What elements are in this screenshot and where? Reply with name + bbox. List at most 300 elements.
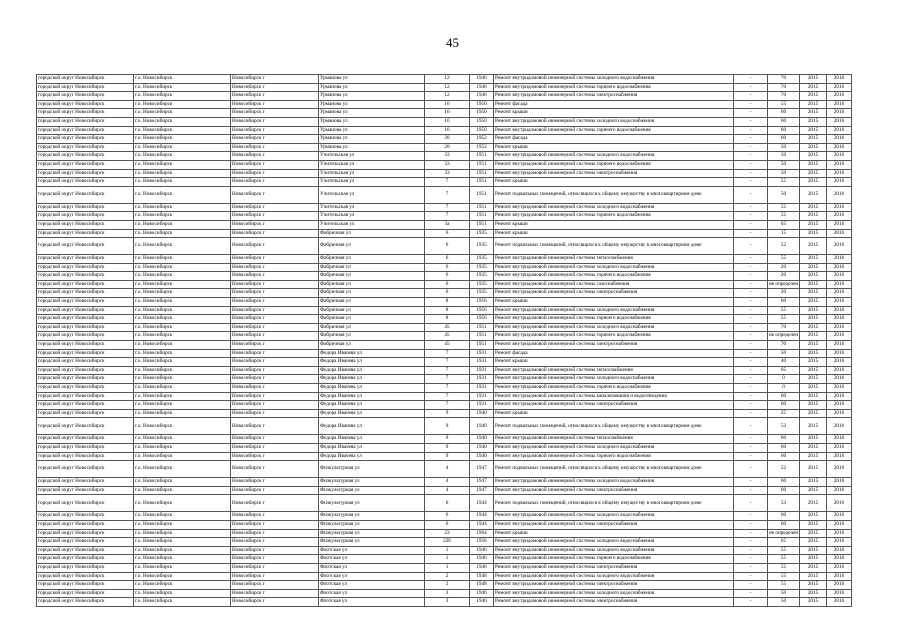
municipality-cell: городской округ Новосибирск — [37, 349, 134, 358]
house-number-cell: 7 — [425, 358, 470, 367]
dash-cell: - — [734, 272, 768, 281]
municipality-cell: городской округ Новосибирск — [37, 375, 134, 384]
city-cell: Новосибирск г — [231, 478, 319, 487]
work-type-cell: Ремонт внутридомовой инженерной системы холодного водоснабжения — [494, 263, 734, 272]
wear-percent-cell: 70 — [768, 83, 800, 92]
start-year-cell: 2015 — [800, 435, 827, 444]
wear-percent-cell: не определен — [768, 280, 800, 289]
year-built-cell: 1940 — [470, 452, 494, 461]
table-row — [37, 366, 852, 375]
district-cell: г.о. Новосибирск — [134, 581, 231, 590]
end-year-cell: 2016 — [827, 555, 852, 564]
house-number-cell: 16 — [425, 100, 470, 109]
table-row — [37, 512, 852, 521]
end-year-cell: 2016 — [827, 520, 852, 529]
start-year-cell: 2015 — [800, 92, 827, 101]
municipality-cell: городской округ Новосибирск — [37, 220, 134, 229]
year-built-cell: 1935 — [470, 255, 494, 264]
city-cell: Новосибирск г — [231, 117, 319, 126]
wear-percent-cell: 65 — [768, 366, 800, 375]
year-built-cell: 1946 — [470, 563, 494, 572]
work-type-cell: Ремонт крыши — [494, 143, 734, 152]
table-row — [37, 332, 852, 341]
street-cell: Федора Ивачева ул — [319, 452, 425, 461]
end-year-cell: 2016 — [827, 418, 852, 435]
municipality-cell: городской округ Новосибирск — [37, 160, 134, 169]
year-built-cell: 1951 — [470, 220, 494, 229]
municipality-cell: городской округ Новосибирск — [37, 323, 134, 332]
city-cell: Новосибирск г — [231, 392, 319, 401]
table-row — [37, 375, 852, 384]
table-row — [37, 546, 852, 555]
dash-cell: - — [734, 572, 768, 581]
street-cell: Федора Ивачева ул — [319, 349, 425, 358]
city-cell: Новосибирск г — [231, 409, 319, 418]
municipality-cell: городской округ Новосибирск — [37, 546, 134, 555]
table-row — [37, 409, 852, 418]
work-type-cell: Ремонт внутридомовой инженерной системы электроснабжения — [494, 341, 734, 350]
city-cell: Новосибирск г — [231, 546, 319, 555]
wear-percent-cell: 20 — [768, 289, 800, 298]
street-cell: Фабричная ул — [319, 298, 425, 307]
street-cell: Физкультурная ул — [319, 495, 425, 512]
dash-cell: - — [734, 555, 768, 564]
municipality-cell: городской округ Новосибирск — [37, 143, 134, 152]
street-cell: Фабричная ул — [319, 255, 425, 264]
district-cell: г.о. Новосибирск — [134, 349, 231, 358]
city-cell: Новосибирск г — [231, 203, 319, 212]
start-year-cell: 2015 — [800, 298, 827, 307]
house-number-cell: 33 — [425, 160, 470, 169]
work-type-cell: Ремонт внутридомовой инженерной системы электроснабжения — [494, 401, 734, 410]
city-cell: Новосибирск г — [231, 495, 319, 512]
house-number-cell: 45 — [425, 341, 470, 350]
work-type-cell: Ремонт подвальных помещений, относящихся к общему имуществу в многоквартирном доме — [494, 238, 734, 255]
house-number-cell: 7 — [425, 366, 470, 375]
district-cell: г.о. Новосибирск — [134, 495, 231, 512]
municipality-cell: городской округ Новосибирск — [37, 126, 134, 135]
work-type-cell: Ремонт внутридомовой инженерной системы холодного водоснабжения — [494, 75, 734, 84]
year-built-cell: 1946 — [470, 555, 494, 564]
start-year-cell: 2015 — [800, 83, 827, 92]
end-year-cell: 2016 — [827, 315, 852, 324]
wear-percent-cell: 60 — [768, 486, 800, 495]
house-number-cell: 7 — [425, 384, 470, 393]
table-row — [37, 92, 852, 101]
start-year-cell: 2015 — [800, 512, 827, 521]
district-cell: г.о. Новосибирск — [134, 435, 231, 444]
district-cell: г.о. Новосибирск — [134, 384, 231, 393]
wear-percent-cell: 65 — [768, 220, 800, 229]
end-year-cell: 2016 — [827, 358, 852, 367]
city-cell: Новосибирск г — [231, 306, 319, 315]
street-cell: Фабричная ул — [319, 229, 425, 238]
table-row — [37, 280, 852, 289]
municipality-cell: городской округ Новосибирск — [37, 135, 134, 144]
dash-cell: - — [734, 143, 768, 152]
work-type-cell: Ремонт крыши — [494, 529, 734, 538]
house-number-cell: 6 — [425, 238, 470, 255]
house-number-cell: 6 — [425, 263, 470, 272]
district-cell: г.о. Новосибирск — [134, 409, 231, 418]
wear-percent-cell: 55 — [768, 100, 800, 109]
city-cell: Новосибирск г — [231, 384, 319, 393]
street-cell: Учительская ул — [319, 212, 425, 221]
year-built-cell: 1951 — [470, 203, 494, 212]
dash-cell: - — [734, 520, 768, 529]
table-row — [37, 109, 852, 118]
municipality-cell: городской округ Новосибирск — [37, 384, 134, 393]
wear-percent-cell: 50 — [768, 598, 800, 607]
start-year-cell: 2015 — [800, 375, 827, 384]
work-type-cell: Ремонт внутридомовой инженерной системы электроснабжения — [494, 563, 734, 572]
year-built-cell: 1935 — [470, 272, 494, 281]
table-row — [37, 529, 852, 538]
city-cell: Новосибирск г — [231, 109, 319, 118]
table-row — [37, 401, 852, 410]
work-type-cell: Ремонт внутридомовой инженерной системы холодного водоснабжения — [494, 152, 734, 161]
street-cell: Фабричная ул — [319, 332, 425, 341]
end-year-cell: 2016 — [827, 306, 852, 315]
year-built-cell: 1940 — [470, 443, 494, 452]
end-year-cell: 2016 — [827, 212, 852, 221]
street-cell: Флотская ул — [319, 581, 425, 590]
end-year-cell: 2016 — [827, 598, 852, 607]
district-cell: г.о. Новосибирск — [134, 538, 231, 547]
municipality-cell: городской округ Новосибирск — [37, 169, 134, 178]
street-cell: Физкультурная ул — [319, 529, 425, 538]
start-year-cell: 2015 — [800, 263, 827, 272]
city-cell: Новосибирск г — [231, 186, 319, 203]
street-cell: Фабричная ул — [319, 238, 425, 255]
year-built-cell: 1948 — [470, 581, 494, 590]
work-type-cell: Ремонт внутридомовой инженерной системы теплоснабжения — [494, 435, 734, 444]
year-built-cell: 1951 — [470, 212, 494, 221]
year-built-cell: 1951 — [470, 341, 494, 350]
wear-percent-cell: 55 — [768, 255, 800, 264]
municipality-cell: городской округ Новосибирск — [37, 512, 134, 521]
district-cell: г.о. Новосибирск — [134, 323, 231, 332]
city-cell: Новосибирск г — [231, 323, 319, 332]
wear-percent-cell: 60 — [768, 478, 800, 487]
street-cell: Урманова ул — [319, 143, 425, 152]
municipality-cell: городской округ Новосибирск — [37, 563, 134, 572]
end-year-cell: 2016 — [827, 589, 852, 598]
year-built-cell: 1931 — [470, 349, 494, 358]
city-cell: Новосибирск г — [231, 341, 319, 350]
house-number-cell: 6 — [425, 495, 470, 512]
municipality-cell: городской округ Новосибирск — [37, 529, 134, 538]
district-cell: г.о. Новосибирск — [134, 392, 231, 401]
end-year-cell: 2016 — [827, 409, 852, 418]
house-number-cell: 9 — [425, 409, 470, 418]
district-cell: г.о. Новосибирск — [134, 555, 231, 564]
wear-percent-cell: 55 — [768, 581, 800, 590]
house-number-cell: 12 — [425, 75, 470, 84]
house-number-cell: 12 — [425, 83, 470, 92]
house-number-cell: 9 — [425, 435, 470, 444]
work-type-cell: Ремонт внутридомовой инженерной системы электроснабжения — [494, 92, 734, 101]
house-number-cell: 20 — [425, 135, 470, 144]
dash-cell: - — [734, 486, 768, 495]
table-row — [37, 478, 852, 487]
end-year-cell: 2016 — [827, 538, 852, 547]
municipality-cell: городской округ Новосибирск — [37, 341, 134, 350]
start-year-cell: 2015 — [800, 572, 827, 581]
dash-cell: - — [734, 409, 768, 418]
work-type-cell: Ремонт внутридомовой инженерной системы холодного водоснабжения — [494, 375, 734, 384]
city-cell: Новосибирск г — [231, 563, 319, 572]
year-built-cell: 1931 — [470, 392, 494, 401]
city-cell: Новосибирск г — [231, 238, 319, 255]
district-cell: г.о. Новосибирск — [134, 572, 231, 581]
street-cell: Урманова ул — [319, 75, 425, 84]
dash-cell: - — [734, 392, 768, 401]
street-cell: Федора Ивачева ул — [319, 418, 425, 435]
year-built-cell: 1946 — [470, 598, 494, 607]
start-year-cell: 2015 — [800, 117, 827, 126]
year-built-cell: 1946 — [470, 92, 494, 101]
district-cell: г.о. Новосибирск — [134, 255, 231, 264]
start-year-cell: 2015 — [800, 486, 827, 495]
table-row — [37, 555, 852, 564]
work-type-cell: Ремонт крыши — [494, 220, 734, 229]
street-cell: Учительская ул — [319, 178, 425, 187]
table-row — [37, 572, 852, 581]
table-row — [37, 135, 852, 144]
dash-cell: - — [734, 375, 768, 384]
district-cell: г.о. Новосибирск — [134, 289, 231, 298]
end-year-cell: 2016 — [827, 229, 852, 238]
page-number: 45 — [446, 35, 459, 50]
table-row — [37, 315, 852, 324]
end-year-cell: 2016 — [827, 486, 852, 495]
start-year-cell: 2015 — [800, 109, 827, 118]
year-built-cell: 1931 — [470, 366, 494, 375]
end-year-cell: 2016 — [827, 401, 852, 410]
wear-percent-cell: 70 — [768, 341, 800, 350]
wear-percent-cell: 65 — [768, 538, 800, 547]
dash-cell: - — [734, 349, 768, 358]
start-year-cell: 2015 — [800, 443, 827, 452]
year-built-cell: 1944 — [470, 520, 494, 529]
dash-cell: - — [734, 538, 768, 547]
start-year-cell: 2015 — [800, 341, 827, 350]
work-type-cell: Ремонт внутридомовой инженерной системы холодного водоснабжения — [494, 546, 734, 555]
house-number-cell: 9 — [425, 443, 470, 452]
street-cell: Федора Ивачева ул — [319, 392, 425, 401]
city-cell: Новосибирск г — [231, 152, 319, 161]
municipality-cell: городской округ Новосибирск — [37, 289, 134, 298]
work-type-cell: Ремонт внутридомовой инженерной системы холодного водоснабжения — [494, 512, 734, 521]
municipality-cell: городской округ Новосибирск — [37, 538, 134, 547]
table-row — [37, 563, 852, 572]
district-cell: г.о. Новосибирск — [134, 152, 231, 161]
end-year-cell: 2016 — [827, 186, 852, 203]
work-type-cell: Ремонт внутридомовой инженерной системы горячего водоснабжения — [494, 384, 734, 393]
work-type-cell: Ремонт внутридомовой инженерной системы горячего водоснабжения — [494, 212, 734, 221]
wear-percent-cell: 55 — [768, 555, 800, 564]
end-year-cell: 2016 — [827, 83, 852, 92]
start-year-cell: 2015 — [800, 589, 827, 598]
district-cell: г.о. Новосибирск — [134, 546, 231, 555]
dash-cell: - — [734, 435, 768, 444]
city-cell: Новосибирск г — [231, 75, 319, 84]
dash-cell: - — [734, 280, 768, 289]
street-cell: Фабричная ул — [319, 341, 425, 350]
house-number-cell: 45 — [425, 323, 470, 332]
street-cell: Физкультурная ул — [319, 461, 425, 478]
start-year-cell: 2015 — [800, 203, 827, 212]
end-year-cell: 2016 — [827, 75, 852, 84]
start-year-cell: 2015 — [800, 384, 827, 393]
house-number-cell: 7 — [425, 375, 470, 384]
end-year-cell: 2016 — [827, 366, 852, 375]
dash-cell: - — [734, 323, 768, 332]
dash-cell: - — [734, 126, 768, 135]
district-cell: г.о. Новосибирск — [134, 272, 231, 281]
work-type-cell: Ремонт внутридомовой инженерной системы холодного водоснабжения — [494, 117, 734, 126]
city-cell: Новосибирск г — [231, 443, 319, 452]
dash-cell: - — [734, 478, 768, 487]
dash-cell: - — [734, 203, 768, 212]
year-built-cell: 1946 — [470, 75, 494, 84]
start-year-cell: 2015 — [800, 186, 827, 203]
end-year-cell: 2016 — [827, 443, 852, 452]
end-year-cell: 2016 — [827, 126, 852, 135]
wear-percent-cell: 60 — [768, 401, 800, 410]
wear-percent-cell: 52 — [768, 461, 800, 478]
street-cell: Урманова ул — [319, 83, 425, 92]
city-cell: Новосибирск г — [231, 520, 319, 529]
start-year-cell: 2015 — [800, 315, 827, 324]
district-cell: г.о. Новосибирск — [134, 92, 231, 101]
end-year-cell: 2016 — [827, 272, 852, 281]
municipality-cell: городской округ Новосибирск — [37, 263, 134, 272]
district-cell: г.о. Новосибирск — [134, 401, 231, 410]
table-row — [37, 452, 852, 461]
dash-cell: - — [734, 229, 768, 238]
work-type-cell: Ремонт подвальных помещений, относящихся к общему имуществу в многоквартирном доме — [494, 186, 734, 203]
dash-cell: - — [734, 152, 768, 161]
table-row — [37, 255, 852, 264]
start-year-cell: 2015 — [800, 160, 827, 169]
municipality-cell: городской округ Новосибирск — [37, 452, 134, 461]
house-number-cell: 6 — [425, 255, 470, 264]
table-row — [37, 117, 852, 126]
year-built-cell: 1951 — [470, 332, 494, 341]
work-type-cell: Ремонт внутридомовой инженерной системы горячего водоснабжения — [494, 315, 734, 324]
start-year-cell: 2015 — [800, 452, 827, 461]
year-built-cell: 1951 — [470, 178, 494, 187]
municipality-cell: городской округ Новосибирск — [37, 229, 134, 238]
street-cell: Урманова ул — [319, 135, 425, 144]
district-cell: г.о. Новосибирск — [134, 589, 231, 598]
municipality-cell: городской округ Новосибирск — [37, 392, 134, 401]
wear-percent-cell: 60 — [768, 435, 800, 444]
table-row — [37, 358, 852, 367]
dash-cell: - — [734, 461, 768, 478]
district-cell: г.о. Новосибирск — [134, 512, 231, 521]
house-number-cell: 7 — [425, 203, 470, 212]
dash-cell: - — [734, 255, 768, 264]
wear-percent-cell: 60 — [768, 298, 800, 307]
end-year-cell: 2016 — [827, 152, 852, 161]
work-type-cell: Ремонт внутридомовой инженерной системы горячего водоснабжения — [494, 83, 734, 92]
district-cell: г.о. Новосибирск — [134, 418, 231, 435]
work-type-cell: Ремонт внутридомовой инженерной системы холодного водоснабжения — [494, 306, 734, 315]
wear-percent-cell: 0 — [768, 384, 800, 393]
table-row — [37, 520, 852, 529]
district-cell: г.о. Новосибирск — [134, 563, 231, 572]
start-year-cell: 2015 — [800, 520, 827, 529]
dash-cell: - — [734, 117, 768, 126]
house-number-cell: 7 — [425, 186, 470, 203]
dash-cell: - — [734, 529, 768, 538]
house-number-cell: 12 — [425, 92, 470, 101]
street-cell: Урманова ул — [319, 92, 425, 101]
table-row — [37, 384, 852, 393]
street-cell: Физкультурная ул — [319, 486, 425, 495]
city-cell: Новосибирск г — [231, 598, 319, 607]
year-built-cell: 1931 — [470, 401, 494, 410]
house-number-cell: 6 — [425, 289, 470, 298]
house-number-cell: 7 — [425, 178, 470, 187]
table-body — [37, 75, 852, 607]
table-row — [37, 341, 852, 350]
house-number-cell: 6 — [425, 512, 470, 521]
house-number-cell: 1 — [425, 546, 470, 555]
dash-cell: - — [734, 495, 768, 512]
house-number-cell: 2 — [425, 572, 470, 581]
city-cell: Новосибирск г — [231, 581, 319, 590]
wear-percent-cell: 50 — [768, 349, 800, 358]
end-year-cell: 2016 — [827, 546, 852, 555]
start-year-cell: 2015 — [800, 598, 827, 607]
dash-cell: - — [734, 332, 768, 341]
wear-percent-cell: 50 — [768, 589, 800, 598]
table-row — [37, 289, 852, 298]
city-cell: Новосибирск г — [231, 280, 319, 289]
dash-cell: - — [734, 401, 768, 410]
house-number-cell: 6 — [425, 520, 470, 529]
street-cell: Учительская ул — [319, 152, 425, 161]
start-year-cell: 2015 — [800, 555, 827, 564]
city-cell: Новосибирск г — [231, 589, 319, 598]
street-cell: Федора Ивачева ул — [319, 401, 425, 410]
dash-cell: - — [734, 581, 768, 590]
house-number-cell: 6 — [425, 280, 470, 289]
end-year-cell: 2016 — [827, 178, 852, 187]
municipality-cell: городской округ Новосибирск — [37, 366, 134, 375]
start-year-cell: 2015 — [800, 280, 827, 289]
municipality-cell: городской округ Новосибирск — [37, 478, 134, 487]
district-cell: г.о. Новосибирск — [134, 135, 231, 144]
house-number-cell: 9 — [425, 418, 470, 435]
table-row — [37, 178, 852, 187]
end-year-cell: 2016 — [827, 332, 852, 341]
work-type-cell: Ремонт внутридомовой инженерной системы газоснабжения — [494, 280, 734, 289]
dash-cell: - — [734, 563, 768, 572]
district-cell: г.о. Новосибирск — [134, 220, 231, 229]
dash-cell: - — [734, 589, 768, 598]
table-row — [37, 160, 852, 169]
street-cell: Флотская ул — [319, 555, 425, 564]
wear-percent-cell: 60 — [768, 126, 800, 135]
district-cell: г.о. Новосибирск — [134, 238, 231, 255]
end-year-cell: 2016 — [827, 92, 852, 101]
start-year-cell: 2015 — [800, 272, 827, 281]
